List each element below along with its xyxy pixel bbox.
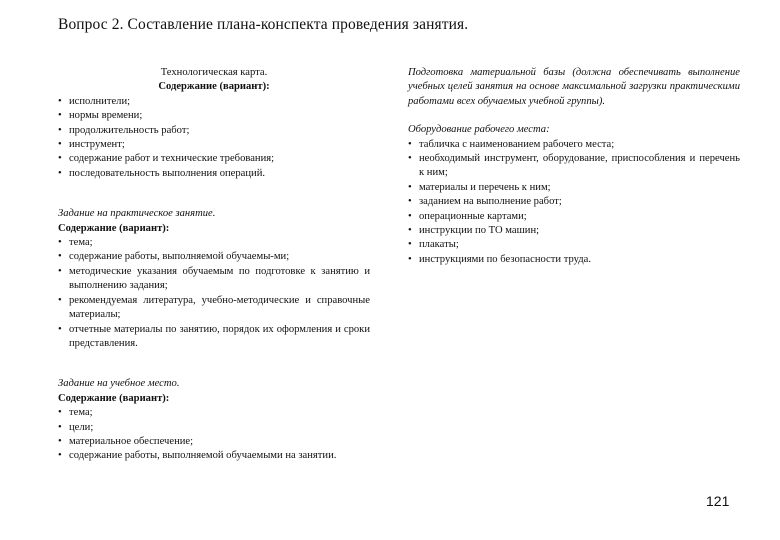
left-column xyxy=(58,66,370,464)
list-item: • заданием на выполнение работ; xyxy=(408,195,740,209)
right-column xyxy=(408,66,740,267)
list-item: • материалы и перечень к ним; xyxy=(408,181,740,195)
page-title: Вопрос 2. Составление плана-конспекта проведения занятия. xyxy=(58,16,469,33)
practical-task-section xyxy=(58,207,370,351)
list-item: • материальное обеспечение; xyxy=(58,435,370,449)
practical-task-list xyxy=(58,236,370,351)
page-number: 121 xyxy=(706,493,730,509)
list-item: • нормы времени; xyxy=(58,109,370,123)
list-item: • отчетные материалы по занятию, порядок их оформления и сроки представления. xyxy=(58,323,370,352)
list-item: • необходимый инструмент, оборудование, приспособления и перечень к ним; xyxy=(408,152,740,181)
list-item: • методические указания обучаемым по подготовке к занятию и выполнению задания; xyxy=(58,265,370,294)
study-place-subheading: Содержание (вариант): xyxy=(58,392,170,404)
workplace-equipment-heading: Оборудование рабочего места: xyxy=(408,124,550,136)
list-item: • последовательность выполнения операций. xyxy=(58,167,370,181)
tech-card-section xyxy=(58,66,370,181)
list-item: • инструмент; xyxy=(58,138,370,152)
list-item: • операционные картами; xyxy=(408,210,740,224)
material-base-paragraph: Подготовка материальной базы (должна обеспечивать выполнение учебных целей занятия на основе максимальной загрузки практическими работами всех обучаемых учебной группы). xyxy=(408,67,740,107)
tech-card-subheading: Содержание (вариант): xyxy=(158,81,270,93)
list-item: • рекомендуемая литература, учебно-методические и справочные материалы; xyxy=(58,294,370,323)
workplace-equipment-section xyxy=(408,123,740,267)
list-item: • исполнители; xyxy=(58,95,370,109)
list-item: • инструкциями по безопасности труда. xyxy=(408,253,740,267)
tech-card-heading: Технологическая карта. xyxy=(160,67,268,78)
tech-card-list xyxy=(58,95,370,181)
list-item: • тема; xyxy=(58,236,370,250)
list-item: • инструкции по ТО машин; xyxy=(408,224,740,238)
list-item: • продолжительность работ; xyxy=(58,124,370,138)
study-place-section xyxy=(58,377,370,463)
list-item: • тема; xyxy=(58,406,370,420)
practical-task-subheading: Содержание (вариант): xyxy=(58,222,170,234)
study-place-heading: Задание на учебное место. xyxy=(58,378,180,390)
list-item: • содержание работы, выполняемой обучаемыми на занятии. xyxy=(58,449,370,463)
study-place-list xyxy=(58,406,370,464)
list-item: • табличка с наименованием рабочего места; xyxy=(408,138,740,152)
practical-task-heading: Задание на практическое занятие. xyxy=(58,208,216,220)
list-item: • цели; xyxy=(58,421,370,435)
list-item: • плакаты; xyxy=(408,238,740,252)
list-item: • содержание работ и технические требования; xyxy=(58,152,370,166)
list-item: • содержание работы, выполняемой обучаемы-ми; xyxy=(58,250,370,264)
workplace-equipment-list xyxy=(408,138,740,268)
